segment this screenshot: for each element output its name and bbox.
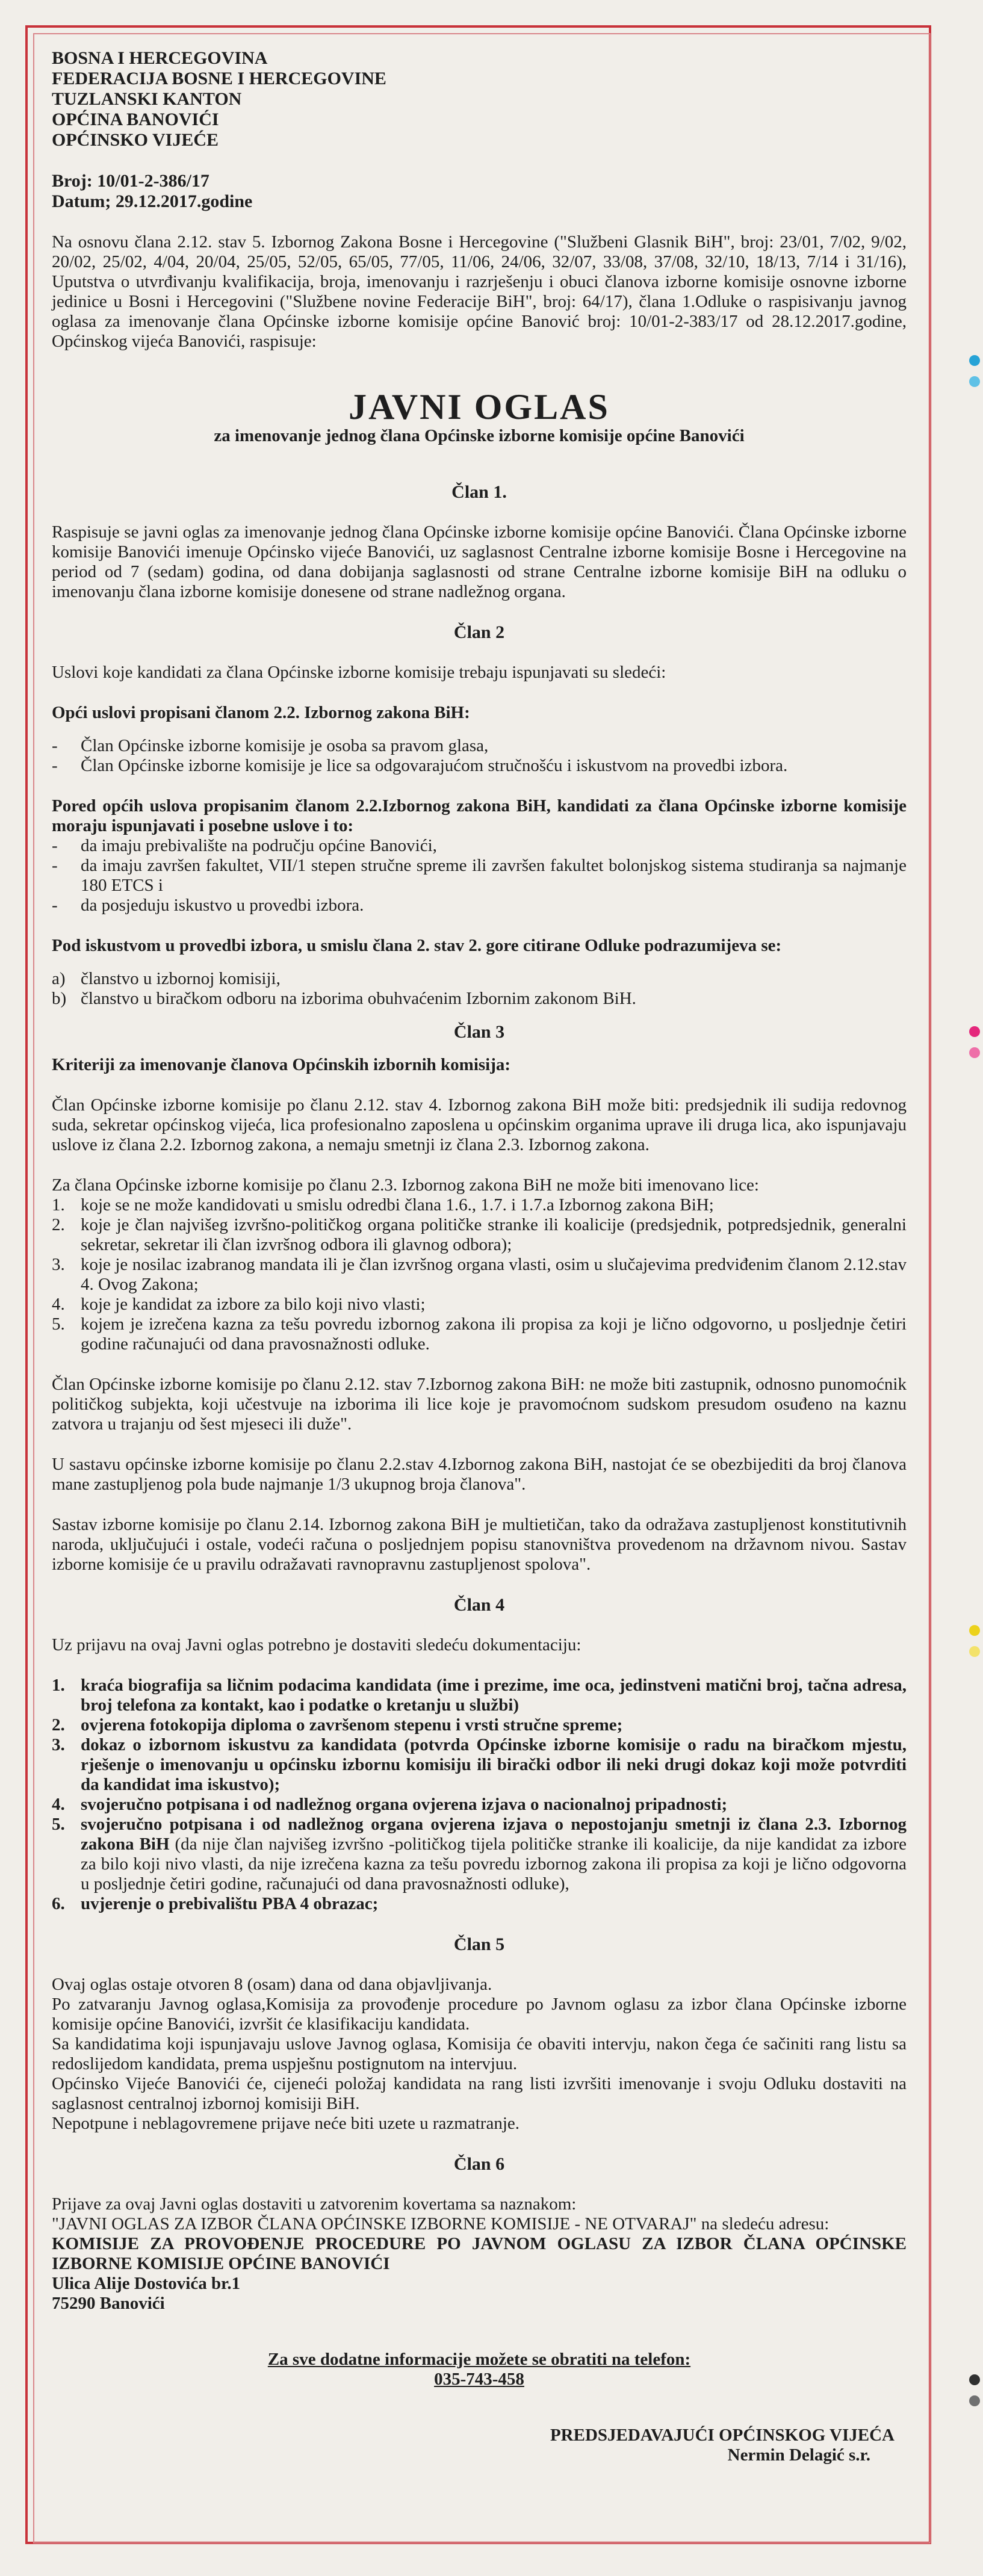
registration-mark-yellow [969, 1646, 980, 1657]
article-6-heading: Član 6 [453, 2154, 505, 2174]
experience-list [52, 969, 907, 1009]
special-conditions-heading: Pored općih uslova propisanim članom 2.2.Izbornog zakona BiH, kandidati za člana Općinske izborne komisije moraju ispunjavati i posebne uslove i to: [52, 796, 907, 835]
article-3-paragraph: U sastavu općinske izborne komisije po članu 2.2.stav 4.Izbornog zakona BiH, nastojat će se obezbijediti da broj članova mane zastupljenog pola bude najmanje 1/3 ukupnog broja članova". [52, 1455, 907, 1494]
list-item: 2. koje je član najvišeg izvršno-političkog organa političke stranke ili koalicije (predsjednik, potpredsjednik, generalni sekretar, sekretar ili član izvršnog odbora ili glavnog odbora); [52, 1215, 907, 1254]
document-date: Datum; 29.12.2017.godine [52, 191, 253, 211]
delivery-address-committee: KOMISIJE ZA PROVOĐENJE PROCEDURE PO JAVNOM OGLASU ZA IZBOR ČLANA OPĆINSKE IZBORNE KOMISIJE OPĆINE BANOVIĆI [52, 2234, 907, 2273]
contact-label: Za sve dodatne informacije možete se obratiti na telefon: [267, 2350, 691, 2369]
page-title: JAVNI OGLAS [349, 387, 610, 427]
article-3-paragraph: Član Općinske izborne komisije po članu 2.12. stav 4. Izbornog zakona BiH može biti: predsjednik ili sudija redovnog suda, sekretar općinskog vijeća, lica profesionalno zaposlena u općinskim organima uprave ili druga lica, ako ispunjavaju uslove iz člana 2.2. Izbornog zakona, a nemaju smetnji iz člana 2.3. Izbornog zakona. [52, 1095, 907, 1154]
letterhead-line: TUZLANSKI KANTON [52, 89, 242, 109]
article-3-paragraph: Za člana Općinske izborne komisije po članu 2.3. Izbornog zakona BiH ne može biti imenovano lice: [52, 1175, 759, 1195]
registration-mark-black [969, 2395, 980, 2406]
list-item: - Član Općinske izborne komisije je lice sa odgovarajućom stručnošću i iskustvom na provedbi izbora. [52, 756, 788, 775]
article-5-heading: Član 5 [453, 1934, 505, 1954]
article-5-line: Po zatvaranju Javnog oglasa,Komisija za provođenje procedure po Javnom oglasu za izbor člana Općinske izborne komisije općine Banovići, izvršit će klasifikaciju kandidata. [52, 1995, 907, 2034]
article-5-line: Nepotpune i neblagovremene prijave neće biti uzete u razmatranje. [52, 2114, 519, 2133]
list-item: 1. kraća biografija sa ličnim podacima kandidata (ime i prezime, ime oca, jedinstveni matični broj, tačna adresa, broj telefona za kontakt, kao i podatke o kretanju u službi) [52, 1676, 907, 1715]
article-3-heading: Član 3 [453, 1022, 505, 1042]
signature-name: Nermin Delagić s.r. [727, 2445, 870, 2465]
registration-mark-magenta [969, 1047, 980, 1058]
article-5-line: Sa kandidatima koji ispunjavaju uslove Javnog oglasa, Komisija će obaviti intervju, nakon čega će sačiniti rang listu sa redoslijedom kandidata, prema uspješnu postignutom na intervjuu. [52, 2034, 907, 2073]
delivery-address-postal: 75290 Banovići [52, 2294, 165, 2313]
list-item: - da posjeduju iskustvo u provedbi izbora. [52, 896, 364, 915]
documentation-list [52, 1676, 907, 1914]
list-item: - da imaju završen fakultet, VII/1 stepen stručne spreme ili završen fakultet bolonjskog sistema studiranja sa najmanje 180 ETCS i [52, 856, 907, 895]
article-6-label: "JAVNI OGLAS ZA IZBOR ČLANA OPĆINSKE IZBORNE KOMISIJE - NE OTVARAJ" na sledeću adresu: [52, 2214, 830, 2234]
article-3-paragraph: Član Općinske izborne komisije po članu 2.12. stav 7.Izbornog zakona BiH: ne može biti zastupnik, odnosno punomoćnik političkog subjekta, koji učestvuje na izborima ili lice koje je pravomoćnom sudskom presudom osuđeno na kaznu zatvora u trajanju od šest mjeseci ili duže". [52, 1375, 907, 1434]
registration-mark-cyan [969, 355, 980, 366]
criteria-heading: Kriteriji za imenovanje članova Općinskih izbornih komisija: [52, 1055, 511, 1074]
letterhead-line: OPĆINA BANOVIĆI [52, 110, 219, 129]
list-item: 5. kojem je izrečena kazna za tešu povredu izbornog zakona ili propisa za koji je lično odgovorno, u posljednje četiri godine računajući od dana pravosnažnosti odluke. [52, 1314, 907, 1354]
letterhead [52, 48, 907, 150]
article-5-line: Općinsko Vijeće Banovići će, cijeneći položaj kandidata na rang listi izvršiti imenovanje i svoju Odluku dostaviti na saglasnost centralnoj izbornoj komisiji BiH. [52, 2074, 907, 2113]
special-conditions-list [52, 836, 907, 915]
list-item: 6. uvjerenje o prebivalištu PBA 4 obrazac; [52, 1894, 379, 1913]
page-subtitle: za imenovanje jednog člana Općinske izborne komisije općine Banovići [214, 426, 745, 445]
article-6-intro: Prijave za ovaj Javni oglas dostaviti u zatvorenim kovertama sa naznakom: [52, 2194, 577, 2214]
letterhead-line: FEDERACIJA BOSNE I HERCEGOVINE [52, 69, 386, 88]
list-item: 3. dokaz o izbornom iskustvu za kandidata (potvrda Općinske izborne komisije o radu na biračkom mjestu, rješenje o imenovanju u općinsku izbornu komisiju ili birački odbor ili neki drugi dokaz koji može potvrditi da kandidat ima iskustvo); [52, 1735, 907, 1794]
list-item: 5. svojeručno potpisana i od nadležnog organa ovjerena izjava o nepostojanju smetnji iz člana 2.3. Izbornog zakona BiH (da nije član najvišeg izvršno -političkog tijela političke stranke ili koalicije, da nije kandidat za izbore za bilo koji nivo vlasti, da nije izrečena kazna za tešu povredu izbornog zakona ili propisa za koji je lično odgovorna u posljednje četiri godine, računajući od dana pravosnažnosti odluke), [52, 1815, 907, 1893]
letterhead-line: BOSNA I HERCEGOVINA [52, 48, 268, 68]
registration-mark-black [969, 2374, 980, 2385]
letterhead-line: OPĆINSKO VIJEĆE [52, 130, 219, 150]
ineligibility-list [52, 1195, 907, 1354]
list-item: 1. koje se ne može kandidovati u smislu odredbi člana 1.6., 1.7. i 1.7.a Izbornog zakona BiH; [52, 1195, 714, 1215]
list-item: 4. koje je kandidat za izbore za bilo koji nivo vlasti; [52, 1295, 426, 1314]
document-number: Broj: 10/01-2-386/17 [52, 171, 209, 191]
article-1-text: Raspisuje se javni oglas za imenovanje jednog člana Općinske izborne komisije općine Banovići. Člana Općinske izborne komisije Banovići imenuje Općinsko vijeće Banovići, uz saglasnost Centralne izborne komisije Bosne i Hercegovine na period od 7 (sedam) godina, od dana dobijanja saglasnosti od strane Centralne izborne komisije BiH na odluku o imenovanju člana izborne komisije donesene od strane nadležnog organa. [52, 522, 907, 601]
article-4-heading: Član 4 [453, 1595, 505, 1615]
signature-role: PREDSJEDAVAJUĆI OPĆINSKOG VIJEĆA [550, 2426, 895, 2445]
list-item: b) članstvo u biračkom odboru na izborima obuhvaćenim Izbornim zakonom BiH. [52, 989, 636, 1008]
contact-phone: 035-743-458 [434, 2370, 524, 2389]
article-3-paragraph: Sastav izborne komisije po članu 2.14. Izbornog zakona BiH je multietičan, tako da odražava zastupljenost konstitutivnih naroda, uključujući i ostale, vodeći računa o posljednjem popisu stanovništva provedenom na državnom nivou. Sastav izborne komisije će u pravilu odražavati ravnopravnu zastupljenost spolova". [52, 1515, 907, 1574]
registration-mark-yellow [969, 1625, 980, 1636]
general-conditions-list [52, 736, 907, 776]
document-body [52, 48, 907, 2465]
registration-mark-cyan [969, 376, 980, 387]
article-5-line: Ovaj oglas ostaje otvoren 8 (osam) dana od dana objavljivanja. [52, 1975, 492, 1994]
article-4-intro: Uz prijavu na ovaj Javni oglas potrebno je dostaviti sledeću dokumentaciju: [52, 1635, 581, 1655]
registration-mark-magenta [969, 1026, 980, 1037]
article-2-intro: Uslovi koje kandidati za člana Općinske izborne komisije trebaju ispunjavati su sledeći: [52, 663, 666, 682]
article-1-heading: Član 1. [451, 482, 507, 502]
list-item: - da imaju prebivalište na području općine Banovići, [52, 836, 437, 855]
list-item: 4. svojeručno potpisana i od nadležnog organa ovjerena izjava o nacionalnoj pripadnosti; [52, 1795, 728, 1814]
general-conditions-heading: Opći uslovi propisani članom 2.2. Izbornog zakona BiH: [52, 703, 470, 722]
experience-heading: Pod iskustvom u provedbi izbora, u smislu člana 2. stav 2. gore citirane Odluke podrazumijeva se: [52, 936, 782, 955]
list-item: a) članstvo u izbornoj komisiji, [52, 969, 281, 988]
article-2-heading: Član 2 [453, 622, 505, 642]
delivery-address-street: Ulica Alije Dostovića br.1 [52, 2274, 241, 2293]
list-item: 2. ovjerena fotokopija diploma o završenom stepenu i vrsti stručne spreme; [52, 1715, 623, 1735]
list-item: 3. koje je nosilac izabranog mandata ili je član izvršnog organa vlasti, osim u slučajevima predviđenim članom 2.12.stav 4. Ovog Zakona; [52, 1255, 907, 1294]
intro-paragraph: Na osnovu člana 2.12. stav 5. Izbornog Zakona Bosne i Hercegovine ("Službeni Glasnik BiH", broj: 23/01, 7/02, 9/02, 20/02, 25/02, 4/04, 20/04, 25/05, 52/05, 65/05, 77/05, 11/06, 24/06, 32/07, 33/08, 37/08, 32/10, 18/13, 7/14 i 31/16), Uputstva o utvrđivanju kvalifikacija, broja, imenovanju i razrješenju i obuci članova izborne komisije osnovne izborne jedinice u Bosni i Hercegovini ("Službene novine Federacije BiH", broj: 64/17), člana 1.Odluke o raspisivanju javnog oglasa za imenovanje člana Općinske izborne komisije općine Banović broj: 10/01-2-383/17 od 28.12.2017.godine, Općinskog vijeća Banovići, raspisuje: [52, 232, 907, 351]
list-item: - Član Općinske izborne komisije je osoba sa pravom glasa, [52, 736, 489, 755]
